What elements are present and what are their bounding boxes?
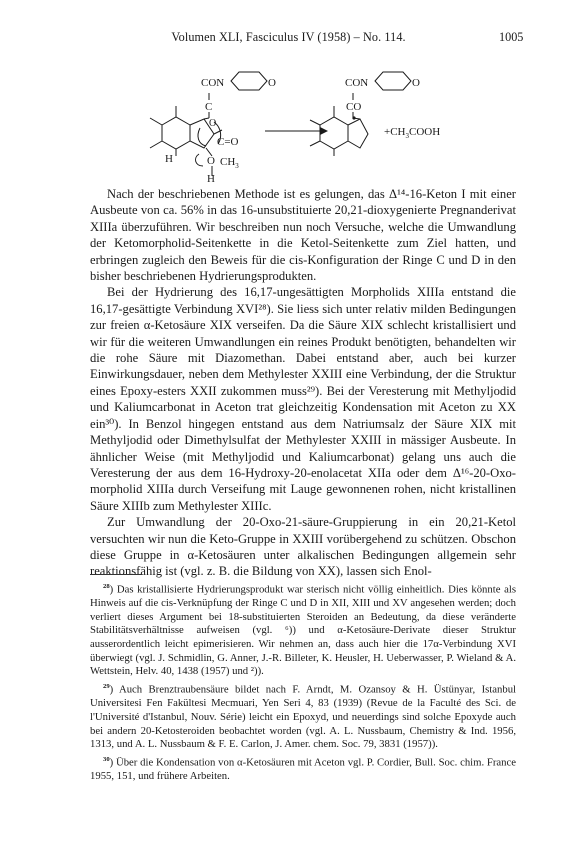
footnote-number: 29: [103, 683, 110, 691]
morpholine-ring-right: [375, 72, 411, 90]
carbonyl-label-left: C=O: [217, 136, 239, 148]
oxygen-label-left: O: [207, 155, 215, 167]
hydrogen-label-left: H: [165, 153, 173, 165]
morpholide-label-left: CON: [201, 77, 225, 89]
footnotes: [90, 580, 516, 786]
footnote-text: Das kristallisierte Hydrierungsprodukt war sterisch nicht völlig einheitlich. Dies könnte als Hinweis auf die cis-Verknüpfung der Ringe C und D in XII, XIII und XV angesehen werden; doch verliert dieses Argument bei 18-substituierten Steroiden an Bedeutung, da diese veränderte Stabilitätsverhältnisse aufweisen (vgl. ⁶)) und α-Ketosäure-Derivate dieser Struktur ausserordentlich leicht epimerisieren. Wir nehmen an, dass auch hier die 17α-Verbindung XVI überwiegt (vgl. J. Schmidlin, G. Anner, J.-R. Billeter, K. Heusler, H. Ueberwasser, P. Wieland & A. Wettstein, Helv. 40, 1438 (1957) und ²)).: [90, 583, 516, 678]
footnote: $^{30}$) Über die Kondensation von α-Ketosäuren mit Aceton vgl. P. Cordier, Bull. Soc. chim. France 1955, 151, und frühere Arbeiten.: [90, 756, 516, 783]
methyl-label-left: $CH_3$: [220, 156, 239, 170]
morpholine-ring-left: [231, 72, 267, 90]
ring-oxygen-left: O: [209, 118, 217, 129]
footnote: $^{28}$) Das kristallisierte Hydrierungsprodukt war sterisch nicht völlig einheitlich. Dies könnte als Hinweis auf die cis-Verknüpfung der Ringe C und D in XII, XIII und XV angesehen werden; doch verliert dieses Argument bei 18-substituierten Steroiden an Bedeutung, da diese veränderte Stabilitätsverhältnisse aufweisen (vgl. ⁶)) und α-Ketosäure-Derivate dieser Struktur ausserordentlich leicht epimerisieren. Wir nehmen an, dass auch hier die 17α-Verbindung XVI überwiegt (vgl. J. Schmidlin, G. Anner, J.-R. Billeter, K. Heusler, H. Ueberwasser, P. Wieland & A. Wettstein, Helv. 40, 1438 (1957) und ²)).: [90, 583, 516, 678]
ring-c-right: [320, 117, 348, 149]
carbon-label-left: C: [205, 101, 213, 113]
paragraph: Zur Umwandlung der 20-Oxo-21-säure-Gruppierung in ein 20,21-Ketol versuchten wir nun die Keto-Gruppe in XXIII vorübergehend zu schützen. Obschon diese Gruppe in α-Ketosäuren unter alkalischen Bedingungen allgemein sehr reaktionsfähig ist (vgl. z. B. die Bildung von XX), lassen sich Enol-: [90, 515, 516, 579]
footnote: $^{29}$) Auch Brenztraubensäure bildet nach F. Arndt, M. Ozansoy & H. Üstünyar, Istanbul Universitesi Fen Fakültesi Mecmuari, Yen Seri 4, 83 (1939) (Revue de la Faculté des Sci. de l'Université d'Istanbul, Nouv. Série) leicht ein Epoxyd, und neuerdings sind solche Epoxyde auch bei andern 20-Ketosteroiden beobachtet worden (vgl. A. L. Nussbaum, Chemistry & Ind. 1956, 1313, und A. L. Nussbaum & F. E. Carlon, J. Amer. chem. Soc. 79, 3831 (1957)).: [90, 683, 517, 751]
footnote-text: Auch Brenztraubensäure bildet nach F. Arndt, M. Ozansoy & H. Üstünyar, Istanbul Universitesi Fen Fakültesi Mecmuari, Yen Seri 4, 83 (1939) (Revue de la Faculté des Sci. de l'Université d'Istanbul, Nouv. Série) leicht ein Epoxyd, und neuerdings sind solche Epoxyde auch bei andern 20-Ketosteroiden beobachtet worden (vgl. A. L. Nussbaum, Chemistry & Ind. 1956, 1313, und A. L. Nussbaum & F. E. Carlon, J. Amer. chem. Soc. 79, 3831 (1957)).: [90, 683, 517, 751]
carbonyl-label-right: CO: [346, 101, 362, 113]
running-header: Volumen XLI, Fasciculus IV (1958) – No. 114.: [171, 30, 406, 44]
ring-c-left: [162, 117, 190, 149]
body-text: [90, 186, 516, 580]
ring-d-right: [348, 119, 368, 148]
footnote-text: Über die Kondensation von α-Ketosäuren mit Aceton vgl. P. Cordier, Bull. Soc. chim. France 1955, 151, und frühere Arbeiten.: [90, 756, 516, 783]
footnote-number: 28: [103, 583, 110, 590]
hydroxyl-hydrogen-left: H: [207, 173, 215, 184]
footnote-rule: [90, 574, 142, 575]
paragraph: Nach der beschriebenen Methode ist es gelungen, das Δ¹⁴-16-Keton I mit einer Ausbeute von ca. 56% in das 16-unsubstituierte 20,21-dioxygenierte Pregnanderivat XIIIa überzuführen. Wir beschreiben nun noch Versuche, welche die Umwandlung der Ketomorpholid-Seitenkette in die Ketol-Seitenkette zum Ziel hatten, und erbringen zugleich den Beweis für die cis-Konfiguration der Ringe C und D in den bisher beschriebenen Hydrierungsprodukten.: [90, 187, 516, 284]
paragraph: Bei der Hydrierung des 16,17-ungesättigten Morpholids XIIIa entstand die 16,17-gesättigte Verbindung XVI²⁸). Sie liess sich unter relativ milden Bedingungen zur freien α-Ketosäure XIX verseifen. Da die Säure XIX schlecht kristallisiert und wir für die weiteren Umwandlungen ein reines Produkt benötigten, behandelten wir die rohe Säure mit Diazomethan. Dabei entstand aber, auch bei kurzer Einwirkungsdauer, neben dem Methylester XXIII eine Verbindung, der die Struktur eines Epoxy-esters XXII zukommen muss²⁹). Bei der Veresterung mit Methyljodid und Kaliumcarbonat in Aceton trat gleichzeitig Kondensation mit Aceton zu XX ein³⁰). In Benzol hingegen entstand aus dem Natriumsalz der Säure XIX mit Methyljodid oder Dimethylsulfat der Methylester XXIII in mässiger Ausbeute. In ähnlicher Weise (mit Methyljodid und Kaliumcarbonat) gelang uns auch die Veresterung der aus dem 16-Hydroxy-20-enolacetat XIIa oder dem Δ¹⁶-20-Oxo-morpholid XIIIa durch Verseifung mit Lauge gewonnenen rohen, nicht kristallinen Säure XIIIb zum Methylester XIIIc.: [90, 285, 516, 513]
acetic-acid-product: $+CH_3COOH$: [384, 126, 441, 140]
morpholide-label-right: CON: [345, 77, 369, 89]
footnote-number: 30: [103, 756, 110, 764]
page-number: 1005: [499, 30, 524, 44]
reaction-scheme: [0, 48, 577, 184]
morpholine-oxygen-left: O: [268, 77, 276, 89]
morpholine-oxygen-right: O: [412, 77, 420, 89]
